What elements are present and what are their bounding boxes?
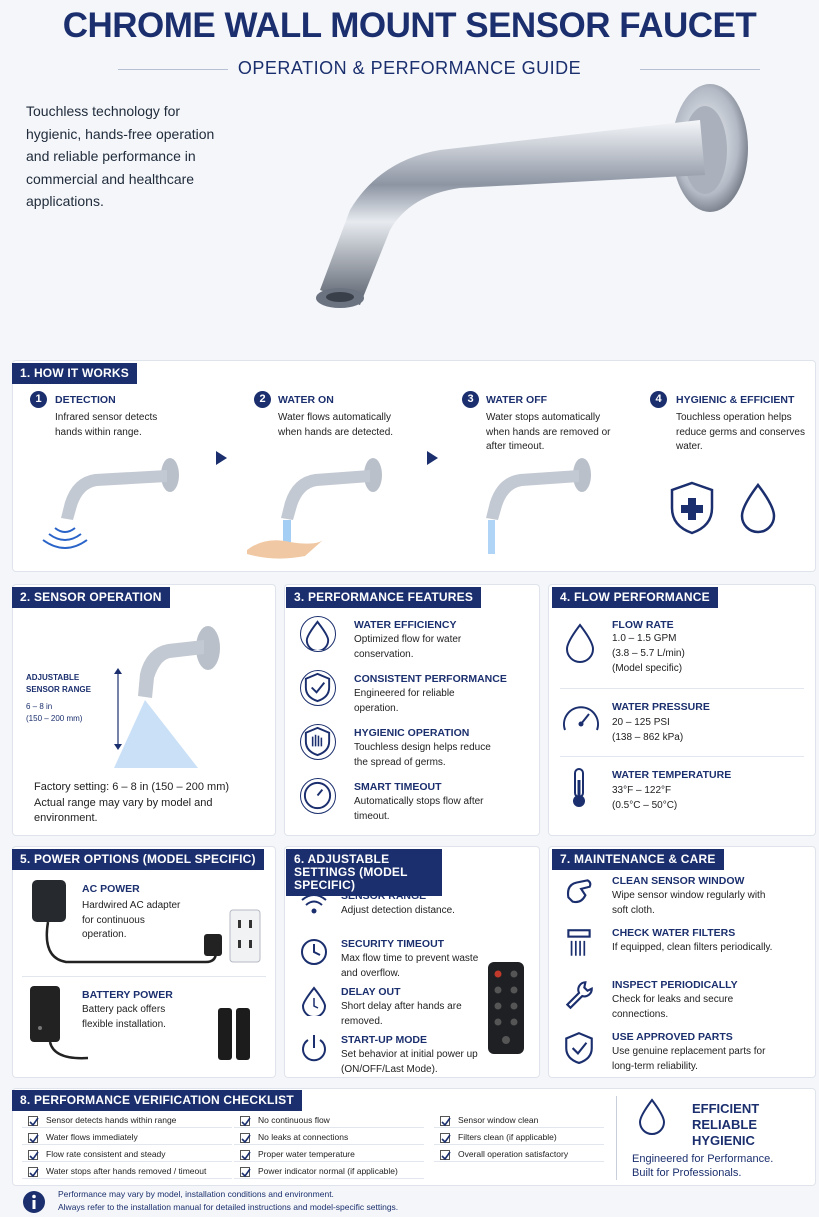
arrow-right-icon — [214, 450, 228, 466]
pressure-gauge-icon — [560, 698, 602, 738]
water-drop-icon — [638, 1098, 666, 1136]
footer-note: Always refer to the installation manual for detailed instructions and model-specific settings. — [58, 1202, 399, 1212]
setting-text: Max flow time to prevent waste and overflow. — [341, 953, 479, 979]
section-heading: 6. ADJUSTABLE SETTINGS (MODEL SPECIFIC) — [286, 849, 442, 896]
step-number: 1 — [30, 391, 47, 408]
step-number: 3 — [462, 391, 479, 408]
shield-plus-icon — [668, 480, 716, 536]
flow-value: (Model specific) — [612, 663, 683, 674]
section-heading: 7. MAINTENANCE & CARE — [552, 849, 724, 870]
timer-icon — [300, 778, 336, 814]
step-text: Water flows automatically when hands are detected. — [278, 412, 394, 438]
filter-icon — [562, 926, 596, 965]
maintenance-text: If equipped, clean filters periodically. — [612, 942, 773, 953]
checklist-item — [234, 1129, 424, 1145]
divider — [616, 1096, 617, 1180]
flow-value: 20 – 125 PSI — [612, 717, 670, 728]
faucet-water-on-icon — [245, 450, 395, 560]
checkbox[interactable] — [28, 1167, 38, 1177]
hero-faucet-image — [260, 80, 780, 360]
wifi-sensor-icon — [298, 888, 330, 925]
setting-title: SENSOR RANGE — [341, 890, 427, 902]
divider — [22, 976, 266, 977]
feature-title: WATER EFFICIENCY — [354, 619, 457, 631]
checklist-label: Water flows immediately — [46, 1132, 138, 1142]
section-heading: 8. PERFORMANCE VERIFICATION CHECKLIST — [12, 1090, 302, 1111]
badge-tagline: Engineered for Performance. — [632, 1153, 774, 1165]
feature-text: Touchless design helps reduce the spread of germs. — [354, 742, 491, 768]
checklist-item — [434, 1129, 604, 1145]
setting-text: Set behavior at initial power up (ON/OFF/Last Mode). — [341, 1049, 478, 1075]
flow-value: (3.8 – 5.7 L/min) — [612, 648, 685, 659]
section-heading: 1. HOW IT WORKS — [12, 363, 137, 384]
step-title: HYGIENIC & EFFICIENT — [676, 394, 795, 406]
shield-check-icon — [562, 1030, 596, 1069]
checklist-label: Proper water temperature — [258, 1149, 355, 1159]
section-heading: 4. FLOW PERFORMANCE — [552, 587, 718, 608]
maintenance-title: USE APPROVED PARTS — [612, 1031, 733, 1043]
badge-line: HYGIENIC — [692, 1133, 755, 1148]
checklist-item — [22, 1129, 232, 1145]
sensor-range-illustration — [108, 618, 238, 778]
checklist-item — [434, 1146, 604, 1162]
checklist-label: Filters clean (if applicable) — [458, 1132, 557, 1142]
checklist-label: Sensor detects hands within range — [46, 1115, 177, 1125]
flow-title: FLOW RATE — [612, 619, 674, 631]
checkbox[interactable] — [440, 1150, 450, 1160]
maintenance-text: Check for leaks and secure connections. — [612, 994, 734, 1020]
checkbox[interactable] — [28, 1116, 38, 1126]
power-icon — [298, 1032, 330, 1069]
feature-text: Optimized flow for water conservation. — [354, 634, 462, 660]
page-title: CHROME WALL MOUNT SENSOR FAUCET — [62, 6, 757, 45]
feature-title: HYGIENIC OPERATION — [354, 727, 470, 739]
flow-value: 1.0 – 1.5 GPM — [612, 633, 677, 644]
checkbox[interactable] — [240, 1133, 250, 1143]
flow-value: 33°F – 122°F — [612, 785, 672, 796]
checklist-item — [234, 1112, 424, 1128]
faucet-detection-icon — [35, 450, 185, 550]
water-drop-icon — [564, 622, 596, 664]
divider — [560, 756, 804, 757]
checklist-item — [234, 1163, 424, 1179]
flow-title: WATER TEMPERATURE — [612, 769, 732, 781]
arrow-right-icon — [425, 450, 439, 466]
checkbox[interactable] — [240, 1116, 250, 1126]
checklist-item — [434, 1112, 604, 1128]
feature-title: CONSISTENT PERFORMANCE — [354, 673, 507, 685]
checkbox[interactable] — [240, 1167, 250, 1177]
feature-text: Automatically stops flow after timeout. — [354, 796, 484, 822]
water-drop-icon — [300, 616, 336, 652]
battery-text: Battery pack offers flexible installation. — [82, 1004, 166, 1030]
water-drop-timer-icon — [298, 984, 330, 1021]
feature-title: SMART TIMEOUT — [354, 781, 442, 793]
checklist-label: Overall operation satisfactory — [458, 1149, 569, 1159]
remote-control-icon — [486, 960, 526, 1056]
info-icon — [22, 1190, 46, 1214]
intro-text: Touchless technology for hygienic, hands-free operation and reliable performance in commercial and healthcare applications. — [26, 103, 215, 209]
ac-power-text: Hardwired AC adapter for continuous operation. — [82, 900, 181, 940]
range-label: ADJUSTABLE SENSOR RANGE — [26, 673, 91, 694]
hand-wipe-icon — [562, 874, 596, 913]
wrench-icon — [562, 978, 596, 1017]
thermometer-icon — [568, 766, 590, 810]
step-text: Touchless operation helps reduce germs and conserves water. — [676, 412, 805, 452]
checklist-label: Flow rate consistent and steady — [46, 1149, 166, 1159]
checkbox[interactable] — [440, 1116, 450, 1126]
step-text: Infrared sensor detects hands within range. — [55, 412, 158, 438]
step-title: WATER ON — [278, 394, 334, 406]
factory-setting: Factory setting: 6 – 8 in (150 – 200 mm) — [34, 781, 230, 793]
page-subtitle: OPERATION & PERFORMANCE GUIDE — [237, 58, 582, 78]
section-heading: 5. POWER OPTIONS (MODEL SPECIFIC) — [12, 849, 264, 870]
ac-power-title: AC POWER — [82, 883, 140, 895]
faucet-water-off-icon — [470, 450, 610, 560]
maintenance-text: Wipe sensor window regularly with soft cloth. — [612, 890, 766, 916]
checklist-label: No continuous flow — [258, 1115, 330, 1125]
badge-line: RELIABLE — [692, 1117, 757, 1132]
maintenance-text: Use genuine replacement parts for long-term reliability. — [612, 1046, 766, 1072]
maintenance-title: CLEAN SENSOR WINDOW — [612, 875, 745, 887]
range-metric: (150 – 200 mm) — [26, 714, 83, 723]
maintenance-title: INSPECT PERIODICALLY — [612, 979, 738, 991]
footer-note: Performance may vary by model, installation conditions and environment. — [58, 1189, 334, 1199]
setting-title: START-UP MODE — [341, 1034, 427, 1046]
step-number: 2 — [254, 391, 271, 408]
checklist-item — [234, 1146, 424, 1162]
step-title: WATER OFF — [486, 394, 548, 406]
checklist-item — [22, 1146, 232, 1162]
section-heading: 3. PERFORMANCE FEATURES — [286, 587, 481, 608]
setting-title: SECURITY TIMEOUT — [341, 938, 445, 950]
badge-tagline: Built for Professionals. — [632, 1167, 742, 1179]
step-number: 4 — [650, 391, 667, 408]
clock-icon — [298, 936, 330, 973]
hand-shield-icon — [300, 724, 336, 760]
range-value: 6 – 8 in — [26, 702, 53, 711]
flow-value: (0.5°C – 50°C) — [612, 800, 678, 811]
checkbox[interactable] — [28, 1150, 38, 1160]
divider — [640, 69, 760, 70]
checkbox[interactable] — [28, 1133, 38, 1143]
setting-text: Short delay after hands are removed. — [341, 1001, 462, 1027]
checklist-item — [22, 1163, 232, 1179]
checklist-item — [22, 1112, 232, 1128]
checklist-label: Water stops after hands removed / timeout — [46, 1166, 207, 1176]
maintenance-title: CHECK WATER FILTERS — [612, 927, 736, 939]
checkbox[interactable] — [240, 1150, 250, 1160]
checklist-label: Power indicator normal (if applicable) — [258, 1166, 398, 1176]
water-drop-icon — [738, 482, 778, 534]
flow-value: (138 – 862 kPa) — [612, 732, 684, 743]
battery-title: BATTERY POWER — [82, 989, 173, 1001]
step-title: DETECTION — [55, 394, 116, 406]
setting-title: DELAY OUT — [341, 986, 401, 998]
checklist-label: No leaks at connections — [258, 1132, 349, 1142]
shield-check-icon — [300, 670, 336, 706]
flow-title: WATER PRESSURE — [612, 701, 710, 713]
range-note: Actual range may vary by model and environment. — [34, 797, 213, 824]
step-text: Water stops automatically when hands are removed or after timeout. — [486, 412, 611, 452]
badge-line: EFFICIENT — [692, 1101, 760, 1116]
checklist-label: Sensor window clean — [458, 1115, 539, 1125]
checkbox[interactable] — [440, 1133, 450, 1143]
feature-text: Engineered for reliable operation. — [354, 688, 455, 714]
divider — [560, 688, 804, 689]
setting-text: Adjust detection distance. — [341, 905, 455, 916]
section-heading: 2. SENSOR OPERATION — [12, 587, 170, 608]
